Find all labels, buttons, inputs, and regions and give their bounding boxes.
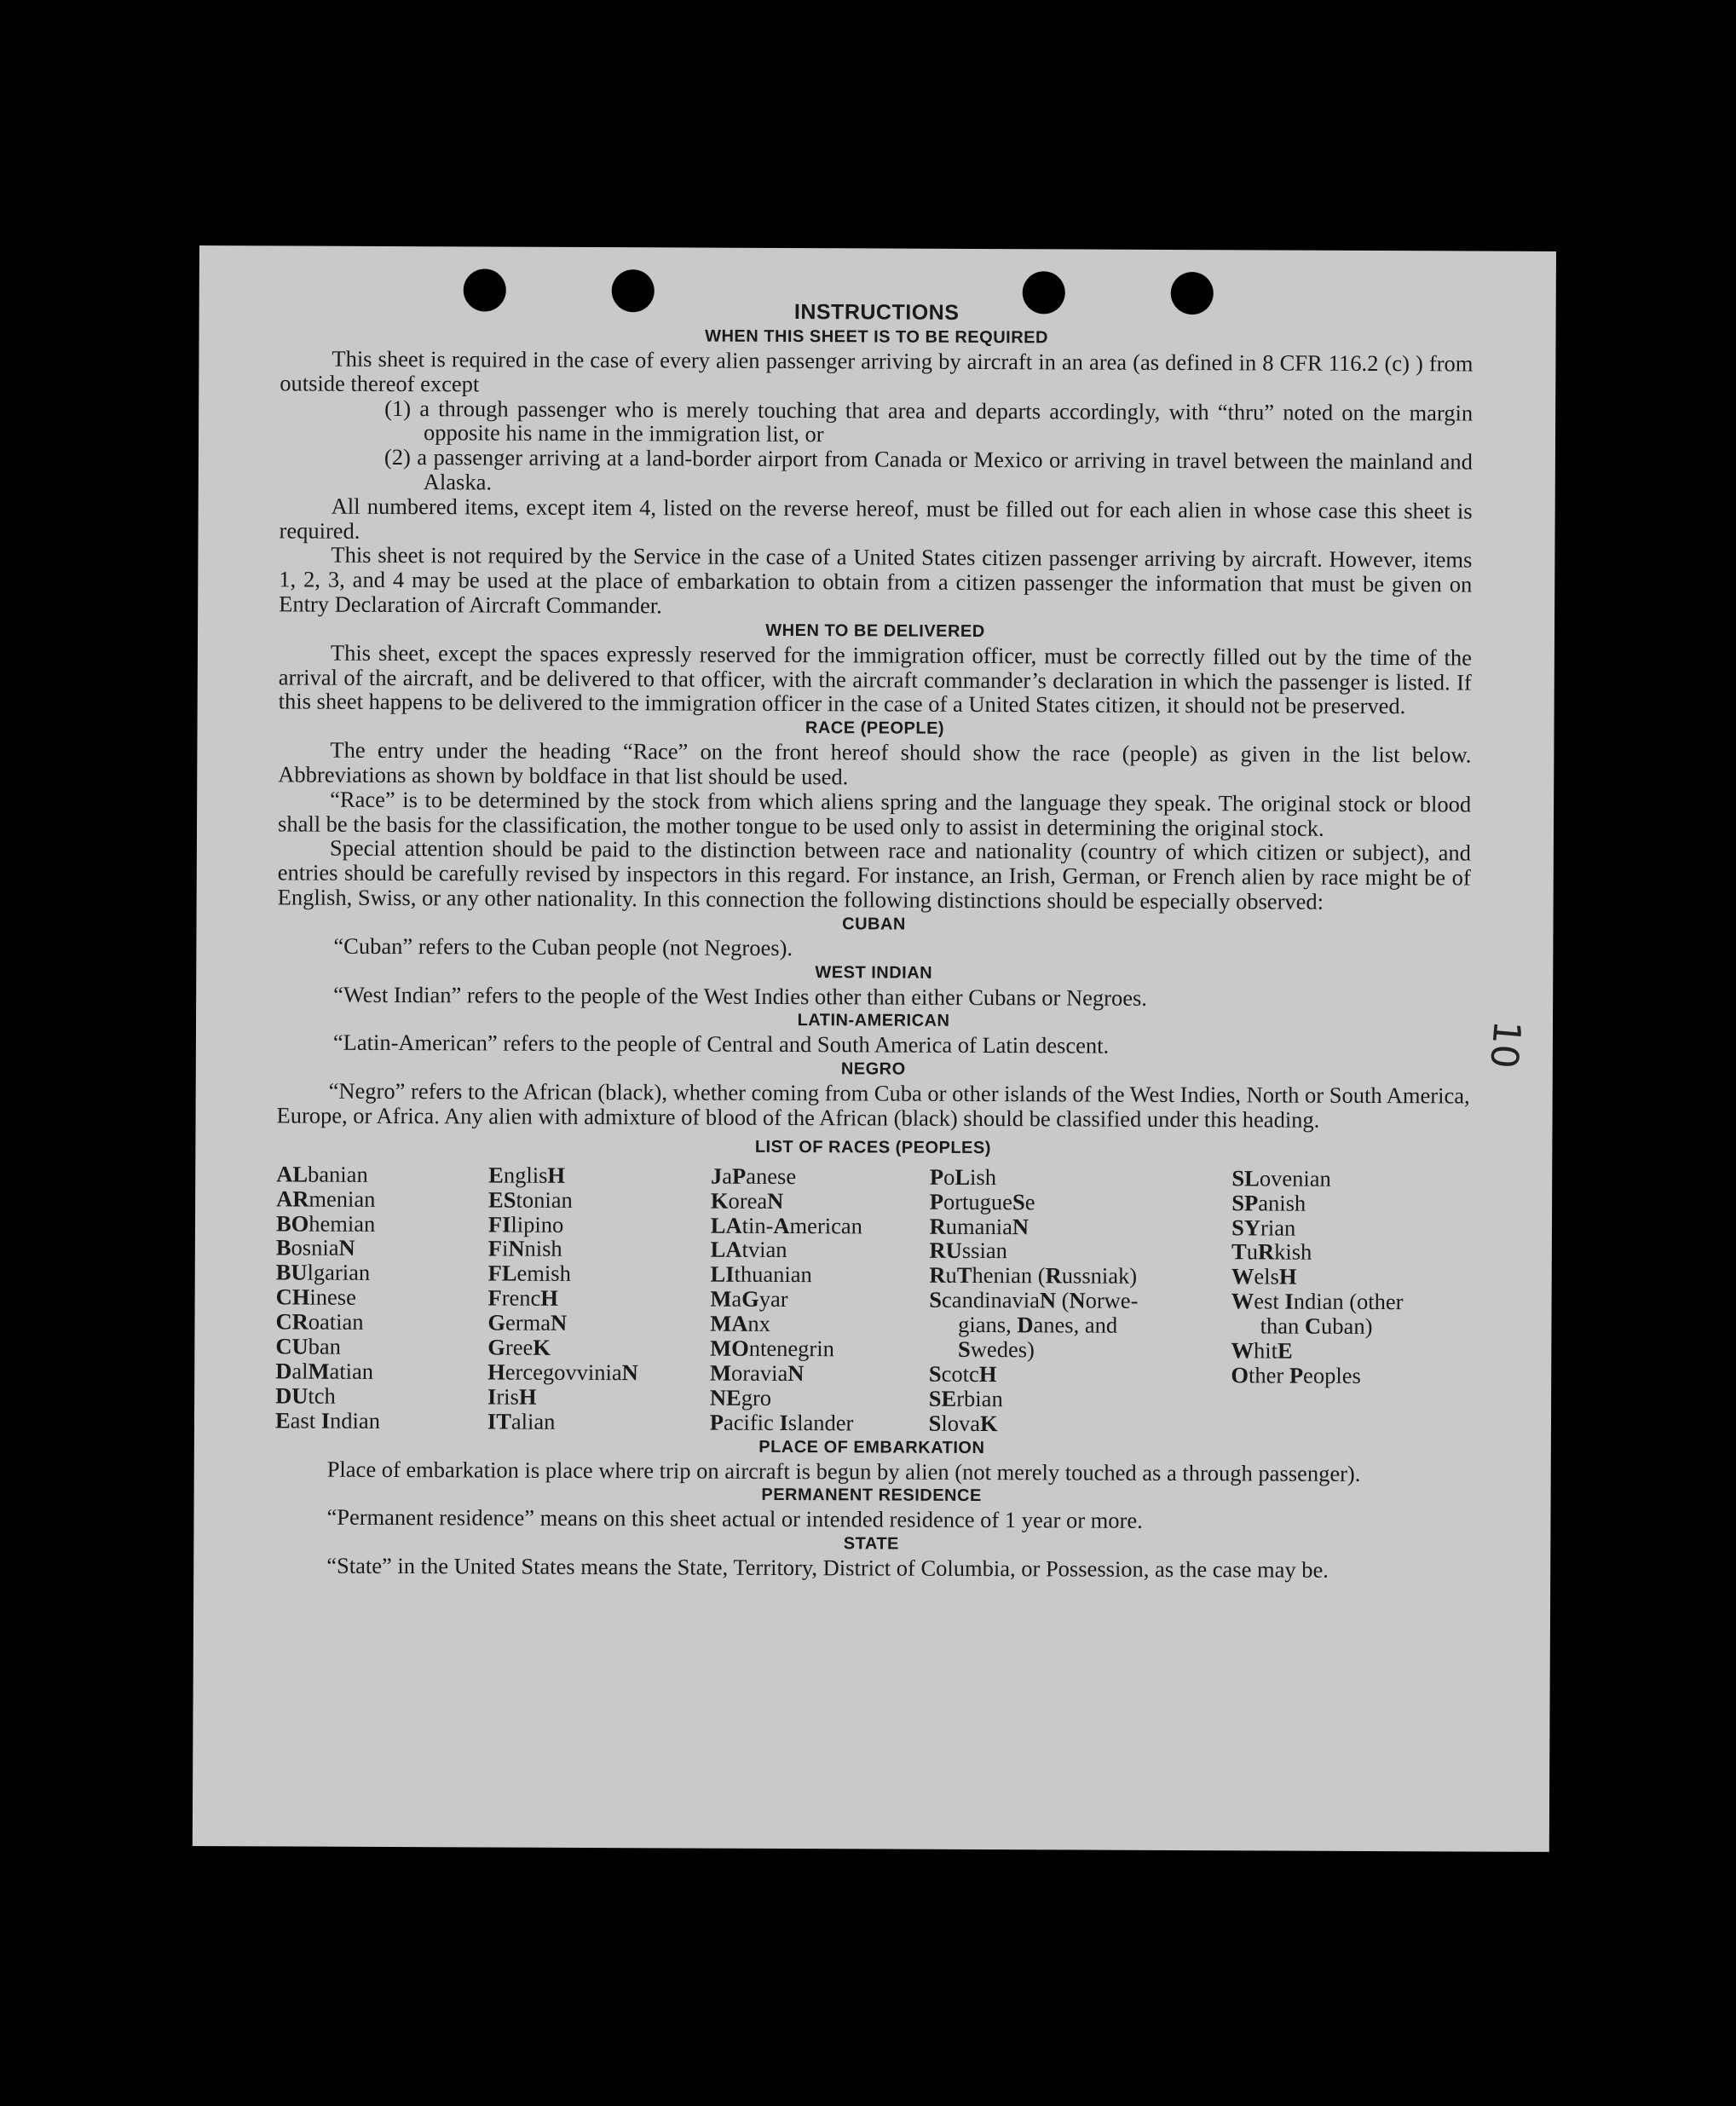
document-sheet — [193, 245, 1556, 1852]
race-entry: PortugueSe — [929, 1188, 1035, 1215]
race-entry: FrencH — [487, 1284, 559, 1312]
race-entry: WelsH — [1231, 1263, 1297, 1290]
section-title-when-required: WHEN THIS SHEET IS TO BE REQUIRED — [705, 326, 1049, 348]
race-entry: KoreaN — [710, 1187, 784, 1214]
paragraph: All numbered items, except item 4, listed on the reverse hereof, must be filled out for each alien in whose case this sheet is required. — [279, 493, 1473, 544]
section-title-latin-american: LATIN-AMERICAN — [797, 1011, 950, 1031]
race-entry: GreeK — [487, 1334, 551, 1360]
paragraph: “Race” is to be determined by the stock from which aliens spring and the language they speak. The original stock or blood shall be the basis for the classification, the mother tongue to be used only to assist in determining the original stock. — [277, 786, 1472, 841]
race-entry: MAnx — [710, 1310, 771, 1337]
section-title-list-of-races: LIST OF RACES (PEOPLES) — [754, 1137, 991, 1157]
race-entry: BOhemian — [275, 1209, 376, 1237]
race-entry: MOntenegrin — [710, 1335, 834, 1362]
races-column — [929, 1164, 1232, 1437]
list-item: (1) a through passenger who is merely touching that area and departs accordingly, with “thru” noted on the margin opposite his name in the immigration list, or — [384, 395, 1474, 447]
section-title-state: STATE — [843, 1534, 899, 1554]
race-entry: FiNnish — [487, 1235, 562, 1262]
race-entry: Swedes) — [958, 1336, 1035, 1363]
race-entry: PoLish — [929, 1163, 997, 1190]
definition: “Latin-American” refers to the people of Central and South America of Latin descent. — [332, 1030, 1110, 1059]
race-entry: LAtvian — [710, 1237, 787, 1263]
definition: “West Indian” refers to the people of the West Indies other than either Cubans or Negroes. — [333, 981, 1148, 1011]
race-entry: JaPanese — [710, 1163, 797, 1189]
race-entry: East Indian — [274, 1407, 381, 1434]
section-title-embarkation: PLACE OF EMBARKATION — [758, 1437, 985, 1457]
race-entry: NEgro — [709, 1384, 772, 1411]
page-title: INSTRUCTIONS — [793, 300, 960, 325]
race-entry: RuThenian (Russniak) — [929, 1262, 1138, 1290]
race-entry: than Cuban) — [1260, 1313, 1373, 1340]
race-entry: EnglisH — [488, 1162, 566, 1188]
races-column — [1231, 1166, 1469, 1438]
race-entry: CRoatian — [275, 1308, 364, 1336]
race-entry: Pacific Islander — [709, 1409, 854, 1436]
race-entry: GermaN — [487, 1309, 568, 1336]
section-title-residence: PERMANENT RESIDENCE — [761, 1486, 982, 1506]
races-column — [487, 1163, 711, 1434]
race-entry: Other Peoples — [1231, 1362, 1361, 1388]
list-item: (2) a passenger arriving at a land-border airport from Canada or Mexico or arriving in travel between the mainland and Alaska. — [384, 444, 1473, 495]
definition: “State” in the United States means the State, Territory, District of Columbia, or Possession, as the case may be. — [326, 1552, 1329, 1584]
definition: “Negro” refers to the African (black), whether coming from Cuba or other islands of the West Indies, North or South America, Europe, or Africa. Any alien with admixture of blood of the African (black) should be classified under this heading. — [276, 1077, 1470, 1133]
race-entry: LIthuanian — [710, 1261, 812, 1288]
race-entry: SErbian — [928, 1385, 1003, 1412]
definition: Place of embarkation is place where trip on aircraft is begun by alien (not merely touched as a through passenger). — [326, 1456, 1361, 1486]
race-entry: SLovenian — [1231, 1165, 1331, 1191]
paragraph: The entry under the heading “Race” on the front hereof should show the race (people) as given in the list below. Abbreviations as shown by boldface in that list should be used. — [278, 736, 1472, 790]
race-entry: DUtch — [275, 1382, 336, 1409]
race-entry: SlovaK — [928, 1410, 998, 1436]
race-entry: WhitE — [1231, 1337, 1293, 1364]
paragraph: This sheet, except the spaces expressly reserved for the immigration officer, must be correctly filled out by the time of the arrival of the aircraft, and be delivered to that officer, with the aircraft commander’s declaration in which the passenger is listed. If this sheet happens to be delivered to the immigration officer in the case of a United States citizen, it should not be preserved. — [278, 639, 1472, 719]
race-entry: ALbanian — [276, 1161, 368, 1187]
race-entry: HercegovviniaN — [487, 1359, 638, 1386]
paragraph: This sheet is not required by the Service in the case of a United States citizen passenger arriving by aircraft. However, items 1, 2, 3, and 4 may be used at the place of embarkation to obtain from a citizen passenger the information that must be given on Entry Declaration of Aircraft Commander. — [279, 542, 1473, 619]
race-entry: SPanish — [1231, 1189, 1306, 1216]
paragraph: Special attention should be paid to the distinction between race and nationality (country of which citizen or subject), and entries should be carefully revised by inspectors in this regard. For instance, an Irish, German, or French alien by race might be of English, Swiss, or any other nationality. In this connection the following distinctions should be especially observed: — [277, 835, 1471, 915]
race-entry: DalMatian — [275, 1358, 374, 1384]
section-title-when-delivered: WHEN TO BE DELIVERED — [765, 620, 985, 641]
race-entry: ARmenian — [276, 1186, 376, 1212]
race-entry: EStonian — [487, 1186, 573, 1213]
handwritten-margin-note: 10 — [1481, 1018, 1529, 1070]
race-entry: CHinese — [275, 1284, 356, 1311]
race-entry: BosniaN — [275, 1234, 355, 1261]
section-title-race: RACE (PEOPLE) — [805, 718, 945, 738]
races-column — [710, 1163, 930, 1435]
race-entry: MaGyar — [710, 1285, 788, 1313]
definition: “Permanent residence” means on this sheet actual or intended residence of 1 year or more. — [326, 1504, 1143, 1534]
section-title-negro: NEGRO — [840, 1059, 906, 1079]
paragraph: This sheet is required in the case of every alien passenger arriving by aircraft in an area (as defined in 8 CFR 116.2 (c) ) from outside thereof except — [280, 345, 1474, 397]
race-entry: West Indian (other — [1231, 1288, 1404, 1315]
race-entry: CUban — [275, 1333, 341, 1359]
race-entry: BUlgarian — [275, 1259, 371, 1286]
race-entry: RUssian — [929, 1238, 1007, 1264]
race-entry: SYrian — [1231, 1214, 1296, 1241]
race-entry: gians, Danes, and — [958, 1312, 1118, 1338]
section-title-cuban: CUBAN — [842, 915, 906, 934]
race-entry: MoraviaN — [709, 1359, 805, 1387]
race-entry: FLemish — [487, 1260, 571, 1287]
section-title-west-indian: WEST INDIAN — [815, 962, 933, 983]
race-entry: TuRkish — [1231, 1238, 1312, 1266]
instructions-body — [274, 297, 1474, 1583]
races-column — [275, 1162, 488, 1434]
race-entry: IrisH — [487, 1383, 537, 1410]
races-list — [275, 1162, 1469, 1438]
race-entry: RumaniaN — [929, 1213, 1029, 1239]
race-entry: ITalian — [487, 1408, 556, 1434]
race-entry: FIlipino — [487, 1211, 564, 1238]
race-entry: ScandinaviaN (Norwe- — [929, 1286, 1139, 1314]
definition: “Cuban” refers to the Cuban people (not Negroes). — [333, 932, 793, 961]
race-entry: LAtin-American — [710, 1212, 863, 1238]
race-entry: ScotcH — [928, 1360, 997, 1388]
